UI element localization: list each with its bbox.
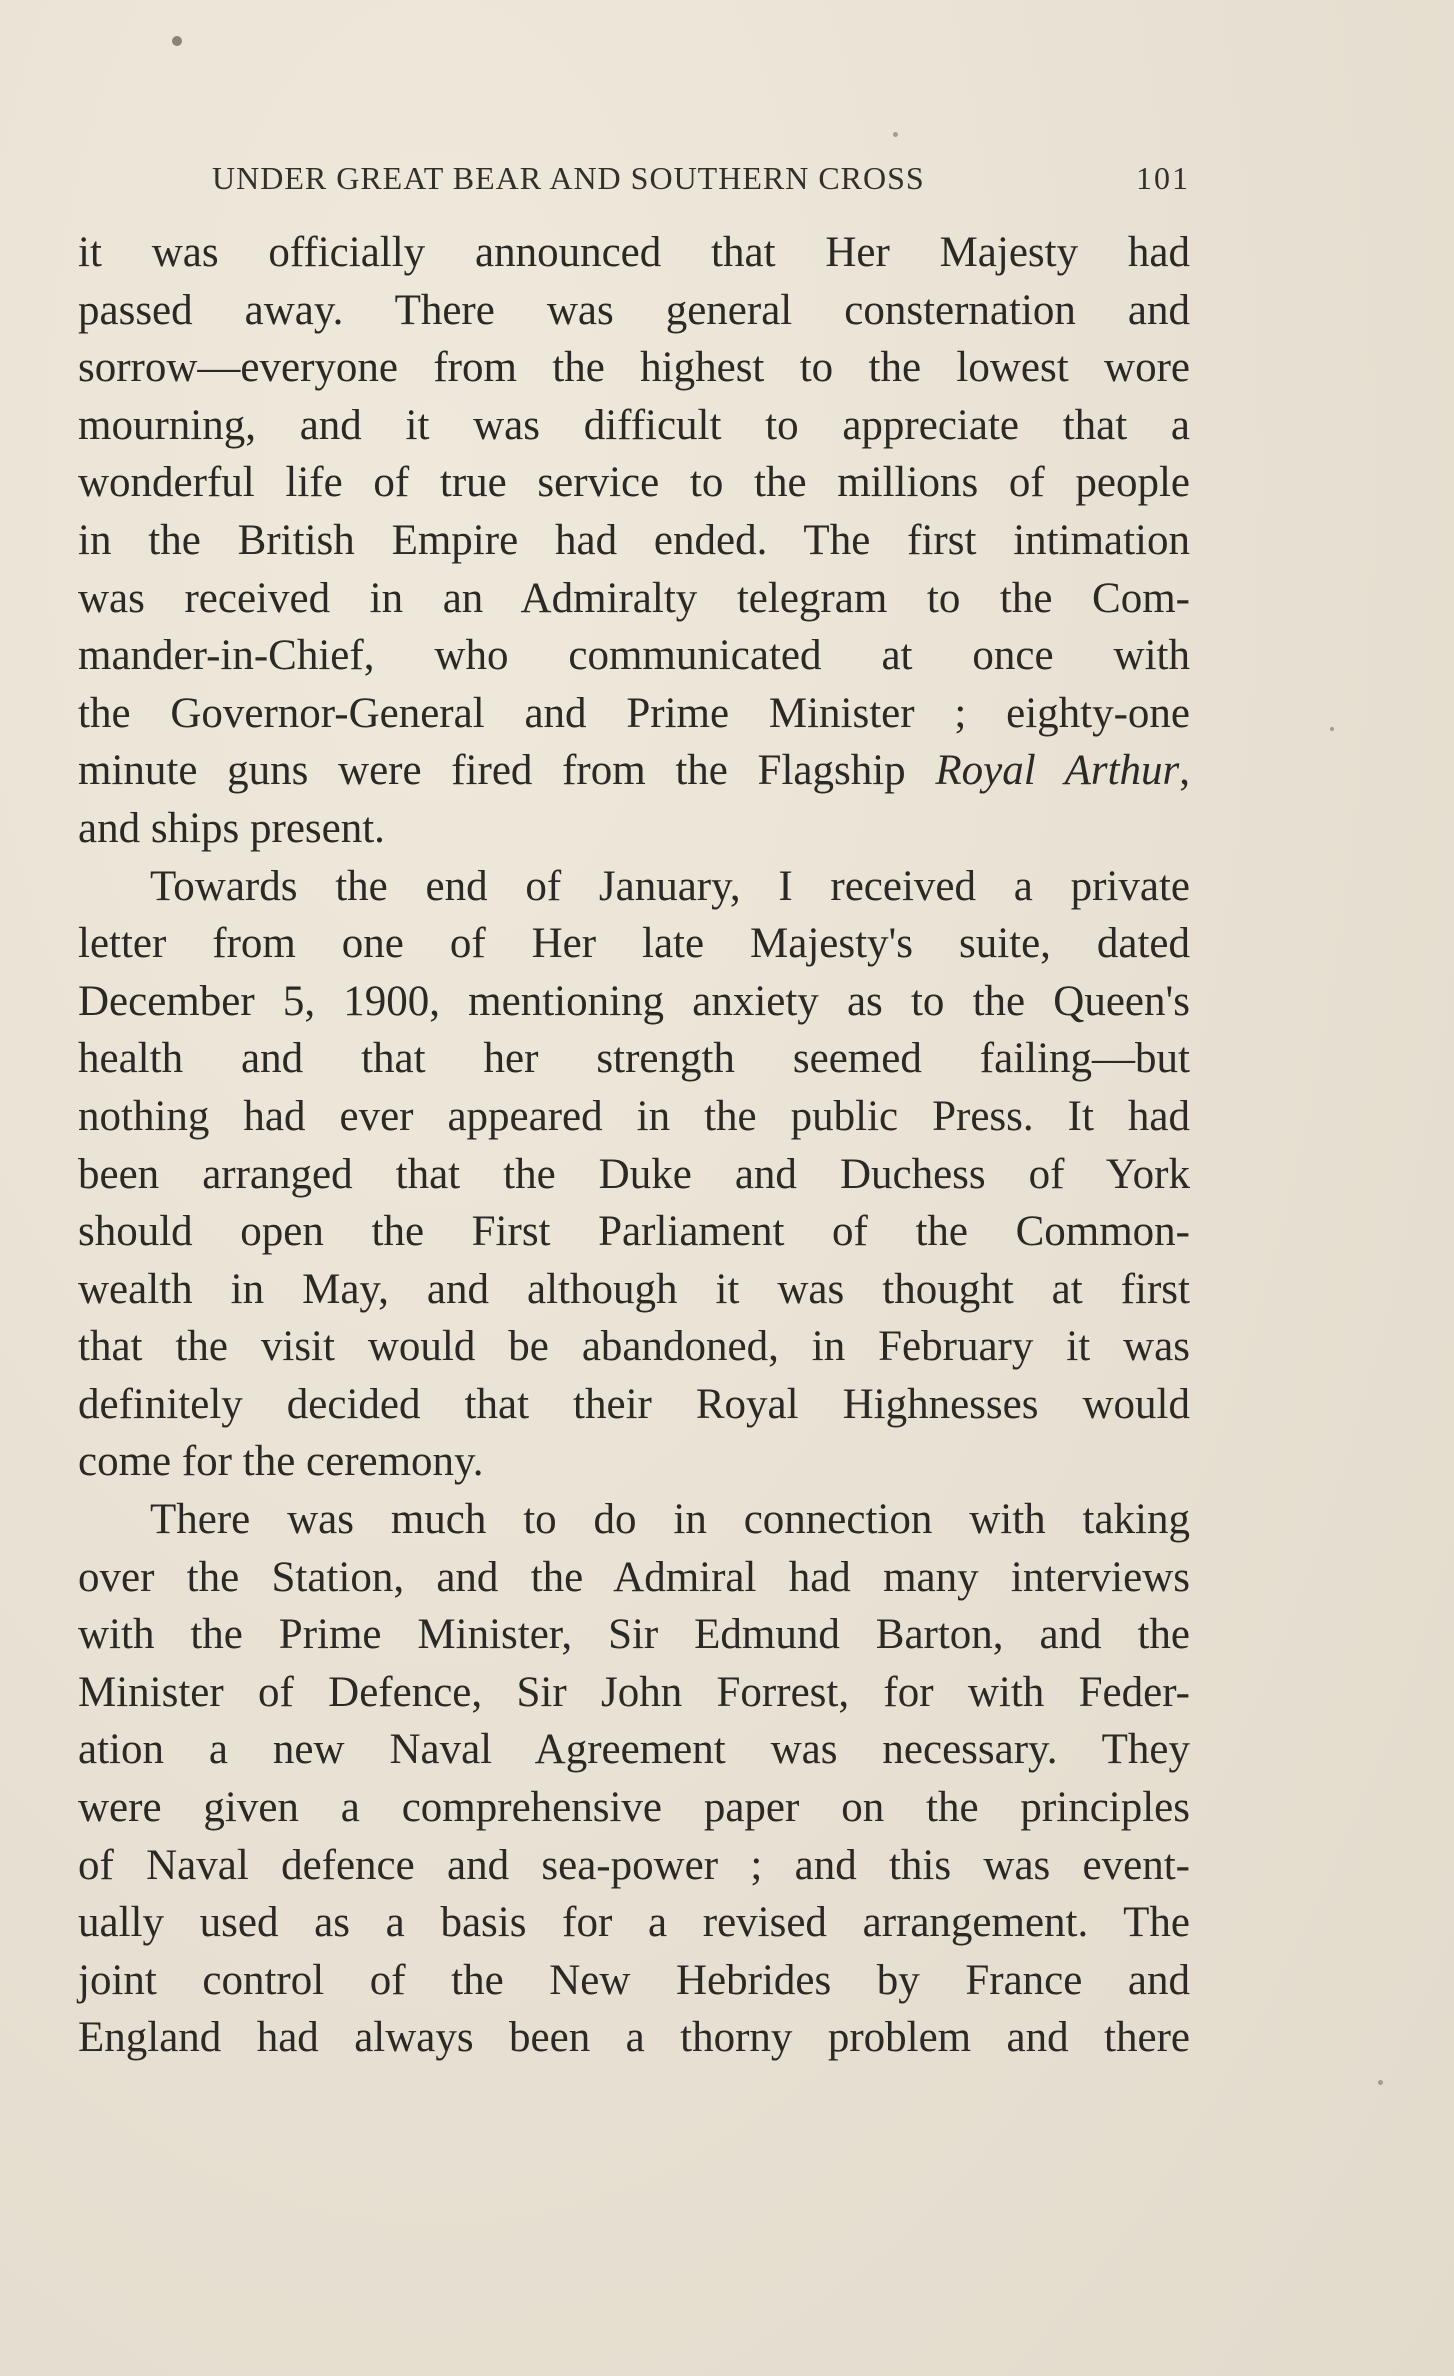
text-line: in the British Empire had ended. The first intimation [78, 516, 1190, 564]
paper-speck [1378, 2080, 1383, 2085]
text-line: health and that her strength seemed failing—but [78, 1035, 1190, 1083]
body-text [78, 224, 1190, 2067]
text-line: over the Station, and the Admiral had many interviews [78, 1553, 1190, 1601]
running-title: UNDER GREAT BEAR AND SOUTHERN CROSS [212, 160, 925, 196]
text-segment: , [1179, 747, 1191, 795]
text-line: should open the First Parliament of the Common- [78, 1208, 1190, 1256]
text-line: was received in an Admiralty telegram to the Com- [78, 574, 1190, 622]
text-line: nothing had ever appeared in the public Press. It had [78, 1092, 1190, 1140]
text-line: mourning, and it was difficult to appreciate that a [78, 401, 1190, 449]
text-line: Towards the end of January, I received a private [150, 862, 1190, 910]
book-page [78, 160, 1190, 2067]
text-line: Minister of Defence, Sir John Forrest, for with Feder- [78, 1668, 1190, 1716]
paragraph-3 [78, 1491, 1190, 2067]
page-number: 101 [1136, 160, 1190, 196]
paper-speck [1330, 727, 1334, 731]
ship-name: Royal Arthur [935, 747, 1180, 795]
text-line: of Naval defence and sea-power ; and this was event- [78, 1841, 1190, 1889]
text-line: England had always been a thorny problem and there [78, 2014, 1190, 2062]
paragraph-2 [78, 858, 1190, 1492]
text-line: passed away. There was general consternation and [78, 286, 1190, 334]
text-line: mander-in-Chief, who communicated at once with [78, 632, 1190, 680]
paper-speck [172, 36, 182, 46]
text-segment: minute guns were fired from the Flagship [78, 747, 936, 795]
text-line: been arranged that the Duke and Duchess of York [78, 1150, 1190, 1198]
text-line: letter from one of Her late Majesty's suite, dated [78, 920, 1190, 968]
text-line: There was much to do in connection with taking [150, 1496, 1190, 1544]
text-line: joint control of the New Hebrides by France and [78, 1956, 1190, 2004]
text-line: December 5, 1900, mentioning anxiety as to the Queen's [78, 977, 1190, 1025]
text-line: come for the ceremony. [78, 1438, 484, 1486]
text-line: the Governor-General and Prime Minister ; eighty-one [78, 689, 1190, 737]
paragraph-1 [78, 224, 1190, 858]
text-line: with the Prime Minister, Sir Edmund Barton, and the [78, 1611, 1190, 1659]
text-line: sorrow—everyone from the highest to the lowest wore [78, 344, 1190, 392]
text-line: wealth in May, and although it was thought at first [78, 1265, 1190, 1313]
text-line: were given a comprehensive paper on the principles [78, 1784, 1190, 1832]
text-line: and ships present. [78, 804, 385, 852]
running-head [78, 160, 1190, 202]
text-line: definitely decided that their Royal Highnesses would [78, 1380, 1190, 1428]
text-line: ually used as a basis for a revised arrangement. The [78, 1899, 1190, 1947]
paper-speck [893, 132, 898, 137]
text-line-with-ship-name [78, 742, 1190, 800]
text-line: wonderful life of true service to the millions of people [78, 459, 1190, 507]
text-line: it was officially announced that Her Majesty had [78, 229, 1190, 276]
text-line: ation a new Naval Agreement was necessary. They [78, 1726, 1190, 1774]
text-line: that the visit would be abandoned, in February it was [78, 1323, 1190, 1371]
